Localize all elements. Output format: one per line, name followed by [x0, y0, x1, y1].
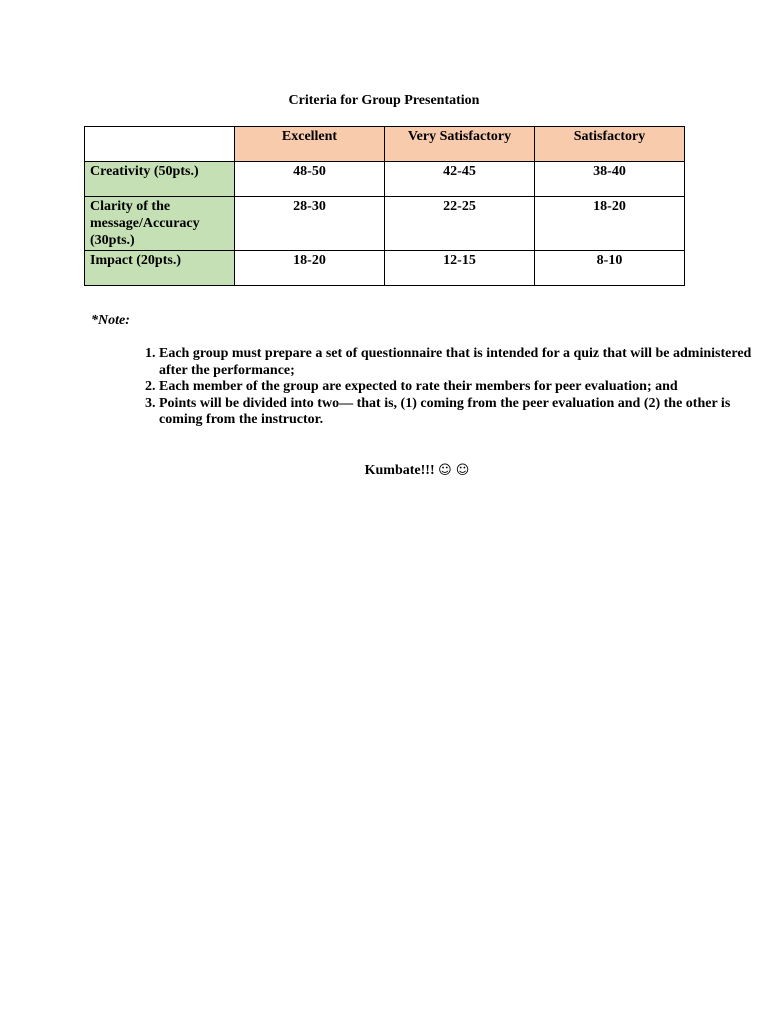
table-row — [85, 162, 685, 197]
rubric-table — [84, 126, 685, 286]
header-cell-satisfactory: Satisfactory — [535, 127, 685, 162]
closing-line — [0, 463, 768, 479]
table-header-row — [85, 127, 685, 162]
criterion-cell: Clarity of the message/Accuracy (30pts.) — [85, 197, 235, 251]
score-cell: 42-45 — [385, 162, 535, 197]
smiley-icon: ☺ ☺ — [438, 463, 470, 478]
notes-list — [91, 346, 759, 429]
header-cell-blank — [85, 127, 235, 162]
score-cell: 18-20 — [535, 197, 685, 251]
score-cell: 8-10 — [535, 251, 685, 286]
criterion-cell: Creativity (50pts.) — [85, 162, 235, 197]
closing-text: Kumbate!!! — [364, 463, 435, 478]
score-cell: 22-25 — [385, 197, 535, 251]
score-cell: 48-50 — [235, 162, 385, 197]
criterion-cell: Impact (20pts.) — [85, 251, 235, 286]
score-cell: 38-40 — [535, 162, 685, 197]
list-item: 1. Each group must prepare a set of questionnaire that is intended for a quiz that will be administered after the performance; — [159, 346, 759, 379]
note-label: *Note: — [91, 313, 130, 328]
table-row — [85, 251, 685, 286]
page-title: Criteria for Group Presentation — [288, 93, 480, 108]
score-cell: 12-15 — [385, 251, 535, 286]
score-cell: 18-20 — [235, 251, 385, 286]
header-cell-very-satisfactory: Very Satisfactory — [385, 127, 535, 162]
header-cell-excellent: Excellent — [235, 127, 385, 162]
score-cell: 28-30 — [235, 197, 385, 251]
table-row — [85, 197, 685, 251]
list-item: 3. Points will be divided into two— that is, (1) coming from the peer evaluation and (2) the other is coming from the instructor. — [159, 396, 759, 429]
list-item: 2. Each member of the group are expected to rate their members for peer evaluation; and — [159, 379, 759, 396]
